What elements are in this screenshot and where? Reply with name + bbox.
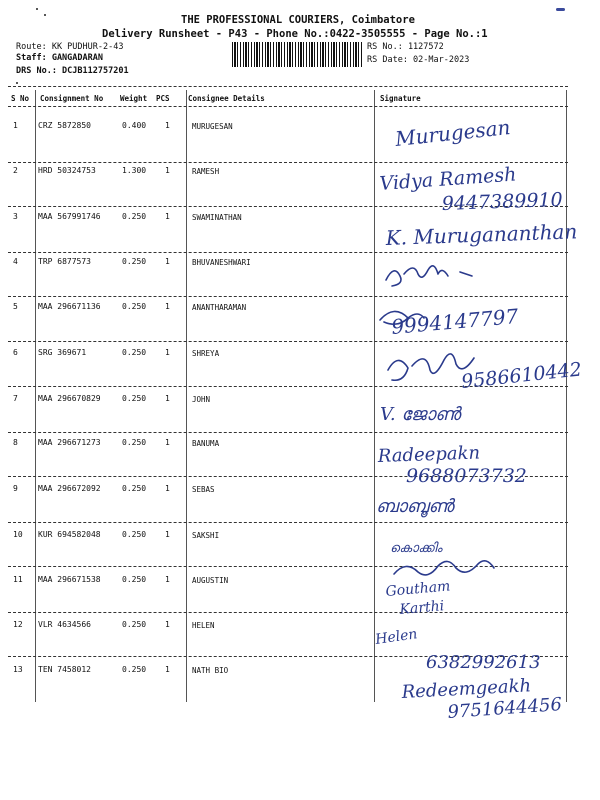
staff-label: Staff: GANGADARAN [16,53,103,63]
row-consignee: NATH BIO [192,666,229,675]
row-weight: 0.250 [122,665,147,674]
rs-date: RS Date: 02-Mar-2023 [367,55,470,65]
rs-number: RS No.: 1127572 [367,42,444,52]
row-weight: 0.250 [122,212,147,221]
signature-6-phone: 9586610442 [460,358,583,393]
row-consignee: SAKSHI [192,531,220,540]
column-header-divider [8,106,568,107]
row-pcs: 1 [165,257,170,266]
signature-3: K. Murugananthan [385,219,578,250]
row-sno: 13 [13,665,23,674]
column-rule [374,90,375,702]
row-consignment-no: MAA 296671538 [38,575,101,584]
row-sno: 12 [13,620,23,629]
signature-2-phone: 9447389910 [441,188,563,215]
row-pcs: 1 [165,302,170,311]
row-divider [8,296,568,297]
row-divider [8,522,568,523]
row-pcs: 1 [165,121,170,130]
row-weight: 0.250 [122,620,147,629]
scan-speck [36,8,38,10]
col-header-consignment: Consignment No [40,94,104,103]
signature-5-scribble [380,311,424,324]
signature-12: Helen [374,626,419,648]
row-divider [8,432,568,433]
row-weight: 1.300 [122,166,147,175]
row-divider [8,656,568,657]
row-divider [8,476,568,477]
signature-13: Redeemgeakh [401,675,532,703]
row-consignee: AUGUSTIN [192,576,229,585]
row-consignee: SEBAS [192,485,215,494]
row-consignee: RAMESH [192,167,220,176]
signature-2: Vidya Ramesh [378,163,518,195]
row-pcs: 1 [165,348,170,357]
signature-6-scribble [388,354,474,380]
row-divider [8,252,568,253]
signature-11b: Karthi [398,598,445,618]
row-pcs: 1 [165,575,170,584]
row-divider [8,162,568,163]
row-weight: 0.250 [122,484,147,493]
row-consignee: BHUVANESHWARI [192,258,251,267]
row-consignee: BANUMA [192,439,220,448]
barcode [232,42,362,67]
col-header-sno: S No [11,94,30,103]
row-pcs: 1 [165,166,170,175]
row-consignee: JOHN [192,395,211,404]
route-label: Route: KK PUDHUR-2-43 [16,42,124,52]
signature-11: Goutham [384,578,452,600]
row-divider [8,341,568,342]
signature-8-phone: 9688073732 [406,465,527,487]
column-rule [186,90,187,702]
row-sno: 5 [13,302,18,311]
row-consignee: ANANTHARAMAN [192,303,247,312]
row-consignment-no: SRG 369671 [38,348,87,357]
row-sno: 8 [13,438,18,447]
row-pcs: 1 [165,438,170,447]
row-consignment-no: HRD 50324753 [38,166,96,175]
row-pcs: 1 [165,212,170,221]
row-pcs: 1 [165,394,170,403]
column-rule [566,90,567,702]
row-weight: 0.250 [122,394,147,403]
row-sno: 10 [13,530,23,539]
row-weight: 0.250 [122,530,147,539]
signature-10: കൊക്കിം [390,541,443,556]
row-sno: 3 [13,212,18,221]
signature-9: ബാബൂൺ [376,496,454,517]
row-consignment-no: MAA 296672092 [38,484,101,493]
column-rule [35,90,36,702]
signature-5-phone: 9994147797 [390,303,520,339]
row-pcs: 1 [165,530,170,539]
row-consignment-no: TEN 7458012 [38,665,91,674]
col-header-signature: Signature [380,94,421,103]
row-consignment-no: MAA 296670829 [38,394,101,403]
row-consignment-no: VLR 4634566 [38,620,91,629]
col-header-pcs: PCS [156,94,170,103]
row-consignee: MURUGESAN [192,122,233,131]
row-divider [8,386,568,387]
row-consignment-no: TRP 6877573 [38,257,91,266]
row-weight: 0.250 [122,438,147,447]
runsheet-subtitle: Delivery Runsheet - P43 - Phone No.:0422-3505555 - Page No.:1 [102,28,488,40]
row-sno: 2 [13,166,18,175]
row-sno: 1 [13,121,18,130]
row-consignee: SHREYA [192,349,220,358]
signature-4-scribble [386,266,472,286]
row-consignment-no: KUR 694582048 [38,530,101,539]
row-weight: 0.400 [122,121,147,130]
row-consignment-no: CRZ 5872850 [38,121,91,130]
row-sno: 6 [13,348,18,357]
header-divider [8,86,568,87]
signature-1: Murugesan [394,115,512,151]
row-weight: 0.250 [122,348,147,357]
row-weight: 0.250 [122,257,147,266]
row-divider [8,206,568,207]
signature-12-phone: 6382992613 [426,652,541,673]
row-consignee: SWAMINATHAN [192,213,242,222]
company-title: THE PROFESSIONAL COURIERS, Coimbatore [181,14,415,26]
row-pcs: 1 [165,484,170,493]
row-consignee: HELEN [192,621,215,630]
row-pcs: 1 [165,620,170,629]
row-sno: 4 [13,257,18,266]
row-sno: 11 [13,575,23,584]
row-consignment-no: MAA 296671136 [38,302,101,311]
scan-speck [44,14,46,16]
signature-10-scribble [394,561,494,575]
scan-speck [16,82,18,84]
row-consignment-no: MAA 296671273 [38,438,101,447]
row-sno: 7 [13,394,18,403]
row-sno: 9 [13,484,18,493]
row-weight: 0.250 [122,302,147,311]
col-header-weight: Weight [120,94,148,103]
row-weight: 0.250 [122,575,147,584]
col-header-consignee: Consignee Details [188,94,265,103]
signature-8: Radeepakn [377,442,481,467]
row-divider [8,612,568,613]
row-pcs: 1 [165,665,170,674]
ink-mark [556,8,565,11]
row-divider [8,566,568,567]
signature-7: V. ജോൺ [380,404,461,425]
row-consignment-no: MAA 567991746 [38,212,101,221]
drs-number: DRS No.: DCJB112757201 [16,66,129,76]
signature-13-phone: 9751644456 [446,694,563,723]
